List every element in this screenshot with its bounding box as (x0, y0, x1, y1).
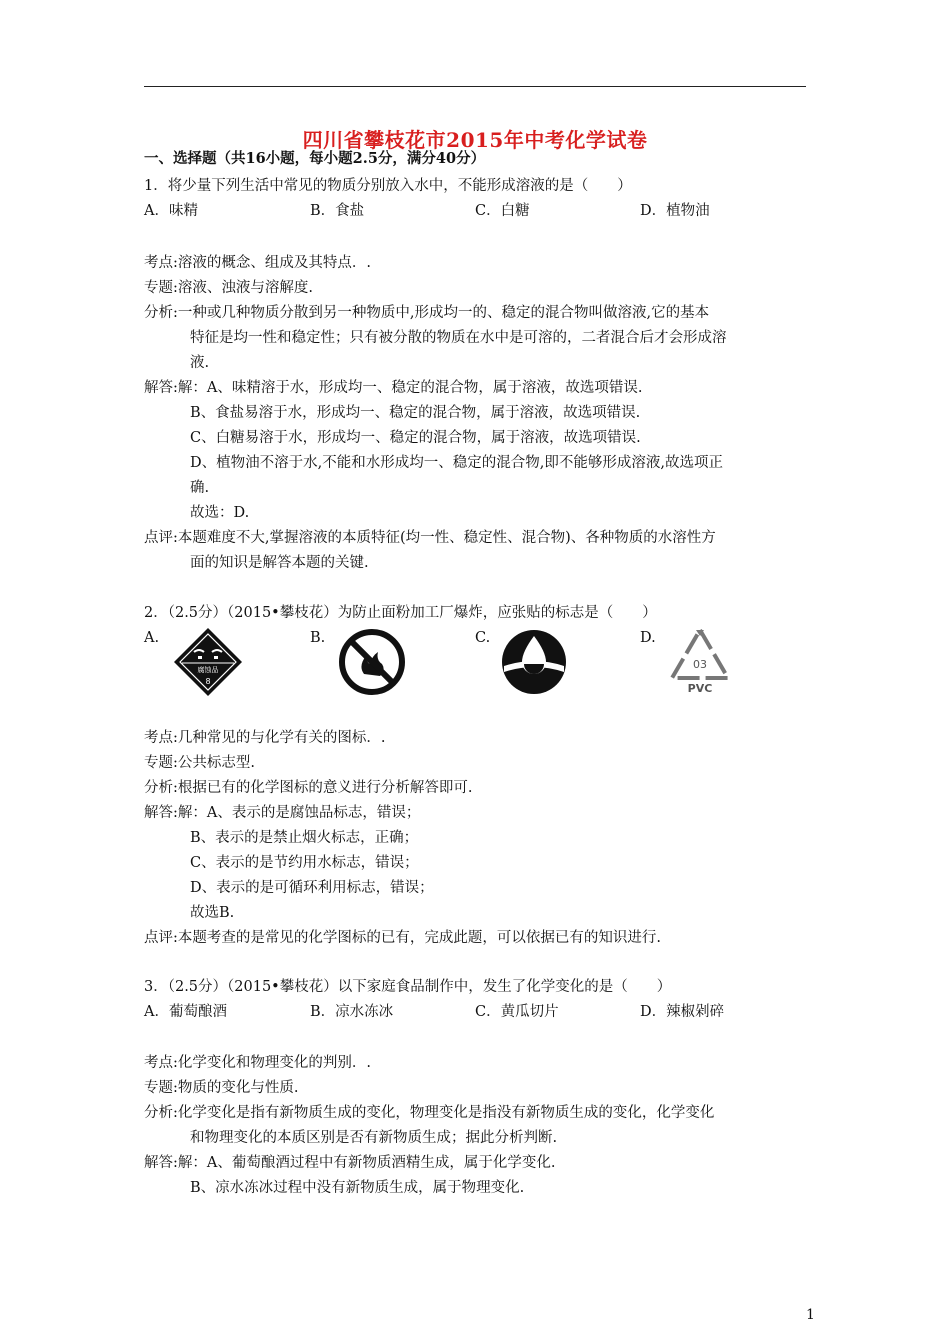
corrosive-sign-icon (172, 626, 244, 698)
q1-fenxi-2: 特征是均一性和稳定性；只有被分散的物质在水中是可溶的，二者混合后才会形成溶 (190, 330, 727, 346)
page-title: 四川省攀枝花市2015年中考化学试卷 (302, 128, 648, 152)
q1-jieda-6: 故选：D. (190, 505, 250, 521)
q3-option-a: A．葡萄酿酒 (144, 1004, 227, 1020)
corrosive-sign-label: 腐蚀品 (197, 666, 219, 674)
recycling-sign-label: PVC (687, 682, 713, 695)
q1-kaodian: 考点:溶液的概念、组成及其特点．. (144, 255, 371, 271)
recycling-sign-icon (664, 626, 736, 698)
corrosive-sign-number: 8 (205, 677, 211, 686)
q1-jieda-3: C、白糖易溶于水，形成均一、稳定的混合物，属于溶液，故选项错误. (190, 430, 641, 446)
q1-dianping-1: 点评:本题难度不大,掌握溶液的本质特征(均一性、稳定性、混合物)、各种物质的水溶性方 (144, 530, 716, 546)
q2-stem: 2．（2.5分）（2015•攀枝花）为防止面粉加工厂爆炸，应张贴的标志是（ ） (144, 605, 657, 621)
q2-jieda-1: 解答:解：A、表示的是腐蚀品标志，错误； (144, 805, 421, 821)
q2-option-b: B. (310, 630, 326, 646)
q2-jieda-4: D、表示的是可循环利用标志，错误； (190, 880, 434, 896)
q3-jieda-2: B、凉水冻冰过程中没有新物质生成，属于物理变化. (190, 1180, 525, 1196)
q2-dianping: 点评:本题考查的是常见的化学图标的已有，完成此题，可以依据已有的知识进行. (144, 930, 661, 946)
q1-option-a: A．味精 (144, 203, 198, 219)
q1-fenxi-1: 分析:一种或几种物质分散到另一种物质中,形成均一的、稳定的混合物叫做溶液,它的基本 (144, 305, 710, 321)
q2-zhuanti: 专题:公共标志型. (144, 755, 255, 771)
q1-jieda-5: 确. (190, 480, 210, 496)
q2-option-c: C. (475, 630, 491, 646)
q3-option-d: D．辣椒剁碎 (640, 1004, 725, 1020)
q2-jieda-2: B、表示的是禁止烟火标志，正确； (190, 830, 419, 846)
q3-stem: 3．（2.5分）（2015•攀枝花）以下家庭食品制作中，发生了化学变化的是（ ） (144, 979, 672, 995)
no-fire-sign-icon (336, 626, 408, 698)
header-rule (144, 86, 806, 87)
q2-option-d: D. (640, 630, 656, 646)
q1-option-b: B．食盐 (310, 203, 365, 219)
q1-jieda-1: 解答:解：A、味精溶于水，形成均一、稳定的混合物，属于溶液，故选项错误. (144, 380, 643, 396)
q1-jieda-4: D、植物油不溶于水,不能和水形成均一、稳定的混合物,即不能够形成溶液,故选项正 (190, 455, 723, 471)
q3-fenxi-2: 和物理变化的本质区别是否有新物质生成；据此分析判断. (190, 1130, 558, 1146)
water-saving-sign-icon (498, 626, 570, 698)
q2-jieda-3: C、表示的是节约用水标志，错误； (190, 855, 419, 871)
q3-zhuanti: 专题:物质的变化与性质. (144, 1080, 299, 1096)
q3-fenxi-1: 分析:化学变化是指有新物质生成的变化，物理变化是指没有新物质生成的变化，化学变化 (144, 1105, 715, 1121)
q1-stem: 1．将少量下列生活中常见的物质分别放入水中，不能形成溶液的是（ ） (144, 178, 632, 194)
recycling-sign-number: 03 (693, 658, 707, 671)
page-number: 1 (806, 1307, 815, 1323)
section-heading: 一、选择题（共16小题，每小题2.5分，满分40分） (144, 150, 486, 167)
q1-zhuanti: 专题:溶液、浊液与溶解度. (144, 280, 313, 296)
q2-option-a: A. (144, 630, 160, 646)
q3-option-b: B．凉水冻冰 (310, 1004, 394, 1020)
q2-fenxi: 分析:根据已有的化学图标的意义进行分析解答即可. (144, 780, 473, 796)
q1-option-d: D．植物油 (640, 203, 710, 219)
q1-dianping-2: 面的知识是解答本题的关键. (190, 555, 369, 571)
q2-jieda-5: 故选B. (190, 905, 235, 921)
q3-option-c: C．黄瓜切片 (475, 1004, 559, 1020)
q3-jieda-1: 解答:解：A、葡萄酿酒过程中有新物质酒精生成，属于化学变化. (144, 1155, 556, 1171)
q1-option-c: C．白糖 (475, 203, 530, 219)
q2-kaodian: 考点:几种常见的与化学有关的图标．. (144, 730, 386, 746)
q1-jieda-2: B、食盐易溶于水，形成均一、稳定的混合物，属于溶液，故选项错误. (190, 405, 641, 421)
q3-kaodian: 考点:化学变化和物理变化的判别．. (144, 1055, 371, 1071)
q1-fenxi-3: 液. (190, 355, 210, 371)
